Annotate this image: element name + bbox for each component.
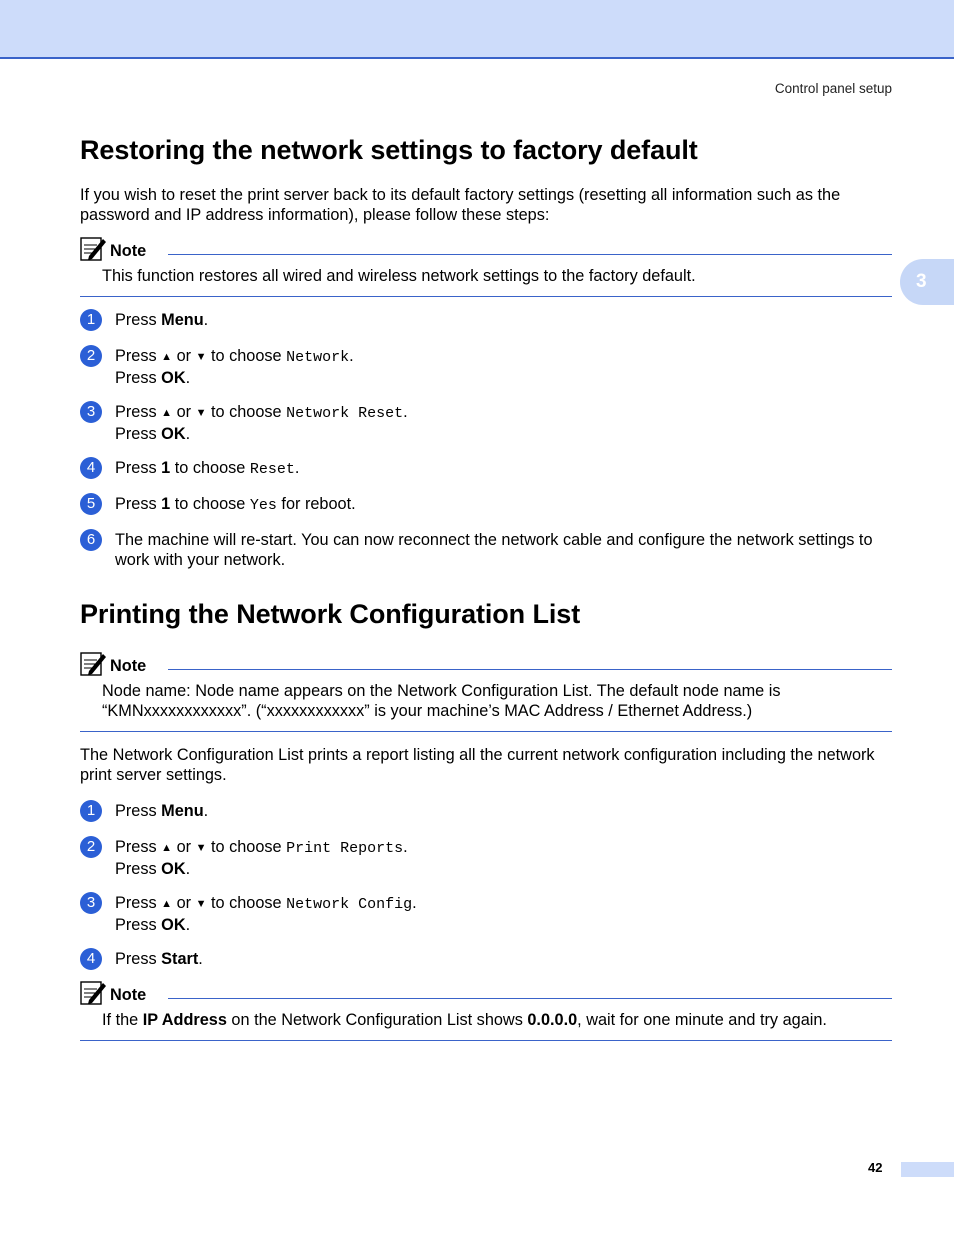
step-key: OK [161,425,186,443]
header-band [0,0,954,59]
note-label: Note [110,242,147,260]
s1-step-6 [80,530,892,570]
section-title-restoring: Restoring the network settings to factory default [80,135,698,165]
step-key: Menu [161,802,204,820]
step-text: Press [115,950,162,968]
step-text: . [203,802,209,820]
section2-intro: The Network Configuration List prints a report listing all the current network configuration including the network print server settings. [80,746,875,784]
step-number-badge: 6 [80,529,102,551]
note-text [102,1010,892,1030]
step-text: . [349,347,354,365]
step-text: . [185,916,191,934]
step-text: . [198,950,203,968]
step-text: Press [115,347,162,365]
step-number-badge: 2 [80,345,102,367]
step-text: Press [115,459,162,477]
step-number-badge: 4 [80,457,102,479]
up-arrow-icon: ▲ [161,842,173,854]
page-number: 42 [868,1160,883,1175]
s2-step-3 [80,893,892,935]
step-text: . [294,459,300,477]
s1-step-4 [80,458,892,480]
step-text: . [185,860,191,878]
chapter-tab [900,259,954,305]
step-key: OK [161,369,186,387]
step-key: Menu [161,311,204,329]
down-arrow-icon: ▼ [195,351,207,363]
step-text: Press [115,860,162,878]
lcd-option: Network Reset [286,405,404,422]
step-text: to choose [170,495,250,513]
step-number-badge: 1 [80,309,102,331]
note-pencil-icon [80,236,108,262]
section1-intro: If you wish to reset the print server back to its default factory settings (resetting all information such as the password and IP address information), please follow these steps: [80,186,841,224]
s2-step-4 [80,949,892,969]
step-number-badge: 3 [80,892,102,914]
step-key: OK [161,916,186,934]
lcd-option: Print Reports [286,840,404,857]
note-box-ip-address [80,980,892,1041]
step-text: to choose [206,894,287,912]
step-text: Press [115,495,162,513]
down-arrow-icon: ▼ [195,898,207,910]
lcd-option: Reset [249,461,295,478]
step-key: Start [161,950,199,968]
step-number-badge: 5 [80,493,102,515]
note-box-node-name [80,651,892,732]
note-label: Note [110,986,147,1004]
note-rule-bottom [80,296,892,297]
step-text: . [185,425,191,443]
step-key: OK [161,860,186,878]
chapter-number: 3 [916,271,927,292]
note-label: Note [110,657,147,675]
step-key: 1 [161,459,171,477]
lcd-option: Network Config [286,896,413,913]
step-text: . [185,369,191,387]
up-arrow-icon: ▲ [161,407,173,419]
step-text: Press [115,838,162,856]
note-rule-bottom [80,1040,892,1041]
lcd-option: Network [286,349,350,366]
note-rule-bottom [80,731,892,732]
s1-step-2 [80,346,892,388]
lcd-option: Yes [249,497,277,514]
note-pencil-icon [80,980,108,1006]
step-text: to choose [170,459,250,477]
down-arrow-icon: ▼ [195,842,207,854]
step-text: . [403,838,408,856]
note-text-part: on the Network Configuration List shows [226,1011,528,1029]
s1-step-1 [80,310,892,330]
note-text: This function restores all wired and wireless network settings to the factory default. [102,267,696,285]
note-text-part: , wait for one minute and try again. [577,1011,827,1029]
step-text: . [203,311,209,329]
step-text: . [412,894,417,912]
note-bold-term: IP Address [142,1011,227,1029]
note-text: Node name: Node name appears on the Network Configuration List. The default node name is “KMNxxxxxxxxxxxx”. (“xxxxxxxxxxxx” is your machine’s MAC Address / Ethernet Address.) [102,682,781,720]
note-rule-top [168,669,892,670]
step-text: to choose [206,403,287,421]
step-text: Press [115,802,162,820]
step-key: 1 [161,495,171,513]
step-text: or [172,838,196,856]
note-bold-term: 0.0.0.0 [527,1011,578,1029]
step-number-badge: 4 [80,948,102,970]
down-arrow-icon: ▼ [195,407,207,419]
step-text: to choose [206,838,287,856]
s1-step-5 [80,494,892,516]
step-text: to choose [206,347,287,365]
step-text: . [403,403,408,421]
section-title-printing: Printing the Network Configuration List [80,599,581,629]
up-arrow-icon: ▲ [161,898,173,910]
step-text: Press [115,425,162,443]
up-arrow-icon: ▲ [161,351,173,363]
note-text-part: If the [102,1011,143,1029]
step-text: or [172,347,196,365]
step-text: or [172,894,196,912]
step-text: or [172,403,196,421]
step-text: Press [115,403,162,421]
step-number-badge: 1 [80,800,102,822]
step-text: Press [115,894,162,912]
s1-step-3 [80,402,892,444]
step-text: The machine will re-start. You can now reconnect the network cable and configure the network settings to work with your network. [115,531,873,569]
s2-step-2 [80,837,892,879]
step-text: Press [115,916,162,934]
note-box-restore [80,236,892,297]
note-pencil-icon [80,651,108,677]
footer-band [901,1162,954,1177]
s2-step-1 [80,801,892,821]
step-text: Press [115,311,162,329]
running-header: Control panel setup [774,81,892,96]
note-rule-top [168,254,892,255]
step-number-badge: 2 [80,836,102,858]
step-text: for reboot. [276,495,356,513]
step-text: Press [115,369,162,387]
step-number-badge: 3 [80,401,102,423]
note-rule-top [168,998,892,999]
